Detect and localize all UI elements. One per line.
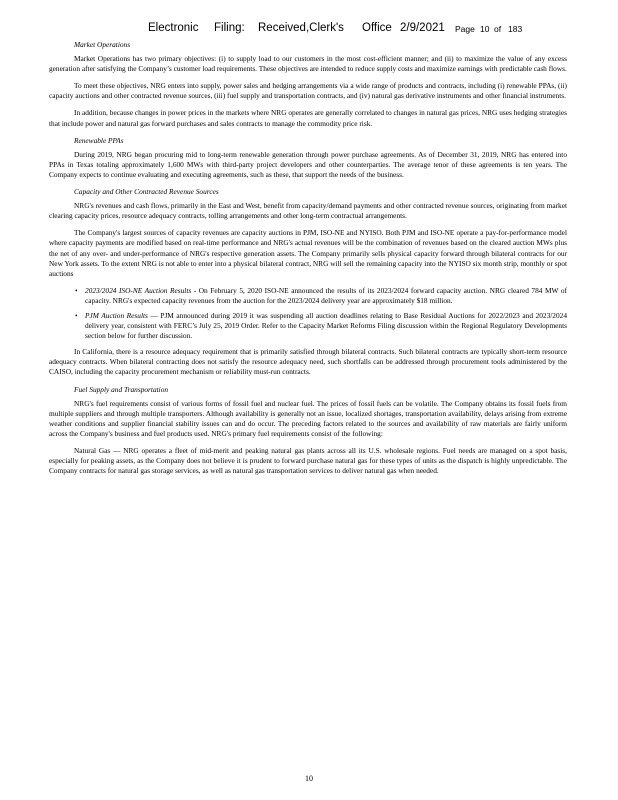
section-heading-fuel-supply: Fuel Supply and Transportation bbox=[74, 384, 169, 394]
paragraph: Market Operations has two primary objectives: (i) to supply load to our customers in the most cost-efficient manner; and (ii) to maximize the value of any excess generation after satisfying the Company’s customer load requirements. These objectives are intended to reduce supply costs and maximize earnings with predictable cash flows. bbox=[49, 54, 567, 74]
paragraph: NRG's revenues and cash flows, primarily in the East and West, benefit from capacity/demand payments and other contracted revenue sources, originating from market clearing capacity prices, resource adequacy contracts, tolling arrangements and other long-term contractual arrangements. bbox=[49, 201, 567, 221]
header-of-word: of bbox=[494, 24, 502, 34]
document-body bbox=[49, 40, 567, 483]
bullet-list bbox=[49, 286, 567, 341]
page-number: 10 bbox=[305, 774, 313, 783]
header-electronic: Electronic bbox=[148, 22, 199, 34]
section-heading-market-operations: Market Operations bbox=[74, 40, 131, 49]
list-item-title: PJM Auction Results bbox=[85, 310, 148, 320]
paragraph: In California, there is a resource adequacy requirement that is primarily satisfied through bilateral contracts. Such bilateral contracts are typically short-term resource adequacy contracts. When bilateral contracting does not satisfy the resource adequacy need, such shortfalls can be addressed through procurement tools administered by the CAISO, including the capacity procurement mechanism or reliability must-run contracts. bbox=[49, 347, 567, 377]
bullet-marker: • bbox=[75, 310, 78, 320]
filing-header bbox=[148, 22, 598, 36]
list-item bbox=[75, 285, 567, 306]
header-page-word: Page bbox=[455, 24, 475, 34]
header-page-total: 183 bbox=[508, 24, 523, 34]
header-filing: Filing: bbox=[214, 22, 245, 34]
header-office: Office bbox=[362, 22, 392, 34]
list-item-text: — PJM announced during 2019 it was suspending all auction deadlines relating to Base Residual Auctions for 2022/2023 and 2023/2024 delivery year, consistent with FERC’s July 25, 2019 Order. Refer to the Capacity Market Reforms Filing discussion within the Regional Regulatory Developments section below for further discussion. bbox=[85, 310, 567, 341]
paragraph: NRG's fuel requirements consist of various forms of fossil fuel and nuclear fuel. The prices of fossil fuels can be volatile. The Company obtains its fossil fuels from multiple suppliers and through multiple transporters. Although availability is generally not an issue, localized shortages, transportation availability, delays arising from extreme weather conditions and supplier financial stability issues can and do occur. The preceding factors related to the sources and availability of raw materials are fairly uniform across the Company's business and fuel products used. NRG's primary fuel requirements consist of the following: bbox=[49, 398, 567, 438]
section-heading-capacity: Capacity and Other Contracted Revenue Sources bbox=[74, 187, 219, 197]
paragraph: In addition, because changes in power prices in the markets where NRG operates are generally correlated to changes in natural gas prices, NRG uses hedging strategies that include power and natural gas forward purchases and sales contracts to manage the commodity price risk. bbox=[49, 108, 567, 128]
paragraph: Natural Gas — NRG operates a fleet of mid-merit and peaking natural gas plants across all its U.S. wholesale regions. Fuel needs are managed on a spot basis, especially for peaking assets, as the Company does not believe it is prudent to forward purchase natural gas for these types of units as the dispatch is highly unpredictable. The Company contracts for natural gas storage services, as well as natural gas transportation services to deliver natural gas when needed. bbox=[49, 446, 567, 476]
list-item-text: - On February 5, 2020 ISO-NE announced the results of its 2023/2024 forward capacity auction. NRG cleared 784 MW of capacity. NRG's expected capacity revenues from the auction for the 2023/2024 delivery year are approximately $18 million. bbox=[85, 285, 567, 305]
list-item bbox=[75, 310, 567, 341]
bullet-marker: • bbox=[75, 285, 78, 295]
header-page-num: 10 bbox=[480, 24, 490, 34]
header-date: 2/9/2021 bbox=[400, 22, 445, 34]
header-received: Received,Clerk's bbox=[258, 22, 344, 34]
paragraph: The Company's largest sources of capacity revenues are capacity auctions in PJM, ISO-NE and NYISO. Both PJM and ISO-NE operate a pay-for-performance model where capacity payments are modified based on real-time performance and NRG's actual revenues will be the combination of revenues based on the cleared auction MWs plus the net of any over- and under-performance of NRG's respective generation assets. The Company primarily sells physical capacity forward through bilateral contracts for our New York assets. To the extent NRG is not able to enter into a physical bilateral contract, NRG will sell the remaining capacity into the NYISO six month strip, monthly or spot auctions bbox=[49, 228, 567, 278]
paragraph: To meet these objectives, NRG enters into supply, power sales and hedging arrangements via a wide range of products and contracts, including (i) renewable PPAs, (ii) capacity auctions and other contracted revenue sources, (iii) fuel supply and transportation contracts, and (iv) natural gas derivative instruments and other financial instruments. bbox=[49, 81, 567, 101]
paragraph: During 2019, NRG began procuring mid to long-term renewable generation through power purchase agreements. As of December 31, 2019, NRG has entered into PPAs in Texas totaling approximately 1,600 MWs with third-party project developers and other counterparties. The average tenor of these agreements is ten years. The Company expects to continue evaluating and executing agreements, such as these, that support the needs of the business. bbox=[49, 149, 567, 179]
list-item-title: 2023/2024 ISO-NE Auction Results bbox=[85, 285, 192, 295]
section-heading-renewable-ppas: Renewable PPAs bbox=[74, 135, 124, 145]
